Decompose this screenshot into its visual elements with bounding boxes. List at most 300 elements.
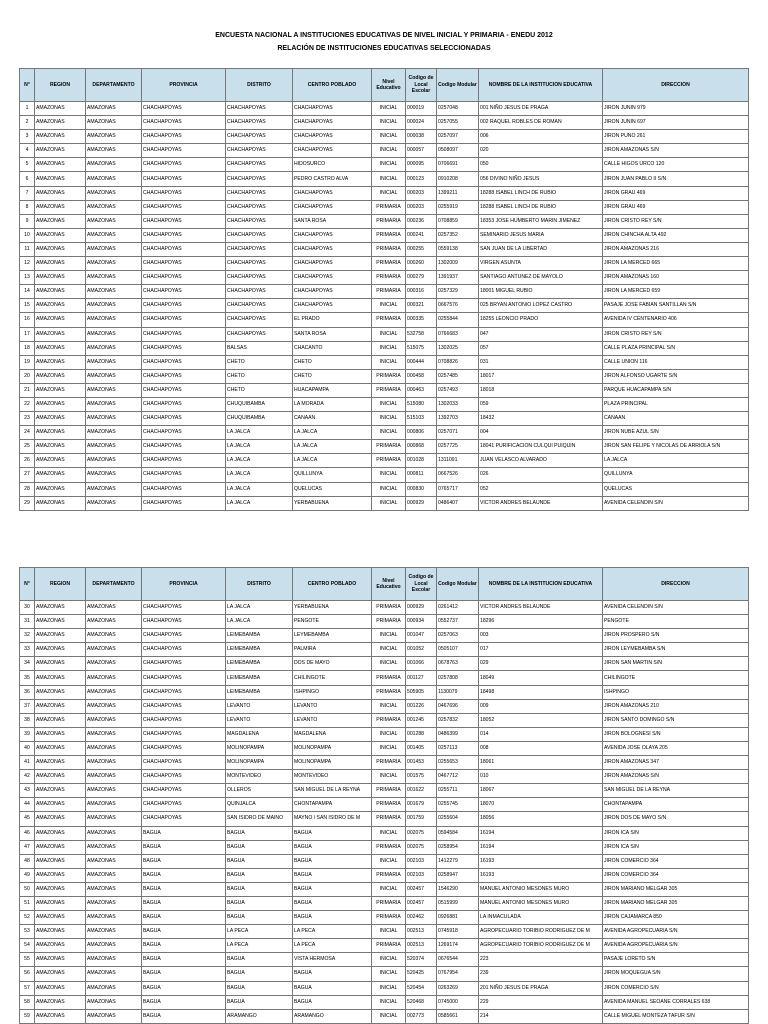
cell-col-centro-poblado: CHACHAPOYAS: [293, 228, 372, 242]
cell-col-centro-poblado: BAGUA: [293, 911, 372, 925]
cell-col-centro-poblado: LEVANTO: [293, 713, 372, 727]
cell-col-provincia: BAGUA: [142, 868, 226, 882]
header-col-nombre: NOMBRE DE LA INSTITUCION EDUCATIVA: [479, 568, 603, 601]
cell-col-region: AMAZONAS: [35, 172, 86, 186]
table-row: [20, 412, 749, 426]
cell-col-nombre: 047: [479, 327, 603, 341]
cell-col-departamento: AMAZONAS: [86, 454, 142, 468]
cell-col-provincia: BAGUA: [142, 911, 226, 925]
header-col-direccion: DIRECCION: [603, 568, 749, 601]
cell-col-nivel: INICIAL: [372, 981, 406, 995]
cell-col-region: AMAZONAS: [35, 967, 86, 981]
cell-col-centro-poblado: EL PRADO: [293, 313, 372, 327]
cell-col-n: 28: [20, 482, 35, 496]
cell-col-n: 1: [20, 102, 35, 116]
cell-col-nombre: 031: [479, 355, 603, 369]
cell-col-n: 24: [20, 426, 35, 440]
table-row: [20, 615, 749, 629]
cell-col-region: AMAZONAS: [35, 468, 86, 482]
cell-col-distrito: LEIMEBAMBA: [226, 671, 293, 685]
cell-col-nombre: SEMINARIO JESUS MARIA: [479, 228, 603, 242]
cell-col-nombre: 002 RAQUEL ROBLES DE ROMAN: [479, 116, 603, 130]
cell-col-centro-poblado: CHACANTO: [293, 341, 372, 355]
cell-col-centro-poblado: CHONTAPAMPA: [293, 798, 372, 812]
cell-col-direccion: JIRON COMERCIO 364: [603, 854, 749, 868]
cell-col-codigo-modular: 1399211: [437, 186, 479, 200]
cell-col-centro-poblado: CHACHAPOYAS: [293, 116, 372, 130]
header-col-codigo-local: Codigo de Local Escolar: [406, 69, 437, 102]
cell-col-distrito: CHACHAPOYAS: [226, 130, 293, 144]
cell-col-region: AMAZONAS: [35, 741, 86, 755]
cell-col-nombre: 008: [479, 741, 603, 755]
cell-col-direccion: SAN MIGUEL DE LA REYNA: [603, 784, 749, 798]
cell-col-provincia: BAGUA: [142, 826, 226, 840]
cell-col-distrito: CHACHAPOYAS: [226, 271, 293, 285]
cell-col-region: AMAZONAS: [35, 454, 86, 468]
cell-col-nombre: 18067: [479, 784, 603, 798]
cell-col-nivel: PRIMARIA: [372, 369, 406, 383]
cell-col-region: AMAZONAS: [35, 629, 86, 643]
cell-col-departamento: AMAZONAS: [86, 911, 142, 925]
cell-col-codigo-modular: 0257113: [437, 741, 479, 755]
cell-col-region: AMAZONAS: [35, 130, 86, 144]
cell-col-codigo-local: 002462: [406, 911, 437, 925]
cell-col-direccion: JIRON NUBE AZUL S/N: [603, 426, 749, 440]
cell-col-codigo-modular: 0467712: [437, 770, 479, 784]
header-col-centro-poblado: CENTRO POBLADO: [293, 568, 372, 601]
cell-col-direccion: ISHPINGO: [603, 685, 749, 699]
cell-col-region: AMAZONAS: [35, 713, 86, 727]
cell-col-codigo-modular: 0486399: [437, 727, 479, 741]
cell-col-region: AMAZONAS: [35, 299, 86, 313]
cell-col-codigo-local: 001679: [406, 798, 437, 812]
cell-col-departamento: AMAZONAS: [86, 369, 142, 383]
table-row: [20, 186, 749, 200]
cell-col-distrito: CHACHAPOYAS: [226, 257, 293, 271]
cell-col-distrito: LEIMEBAMBA: [226, 643, 293, 657]
cell-col-centro-poblado: QUILLUNYA: [293, 468, 372, 482]
table-row: [20, 172, 749, 186]
cell-col-region: AMAZONAS: [35, 854, 86, 868]
cell-col-distrito: LA JALCA: [226, 496, 293, 510]
cell-col-codigo-modular: 0257097: [437, 130, 479, 144]
cell-col-codigo-modular: 0257352: [437, 228, 479, 242]
cell-col-centro-poblado: ISHPINGO: [293, 685, 372, 699]
cell-col-nivel: PRIMARIA: [372, 242, 406, 256]
cell-col-provincia: CHACHAPOYAS: [142, 214, 226, 228]
cell-col-n: 10: [20, 228, 35, 242]
cell-col-nombre: 18041 PURIFICACION CULQUI PUIQUIN: [479, 440, 603, 454]
cell-col-nombre: 18061: [479, 756, 603, 770]
cell-col-nombre: 16194: [479, 840, 603, 854]
cell-col-departamento: AMAZONAS: [86, 798, 142, 812]
table-row: [20, 981, 749, 995]
cell-col-centro-poblado: LA JALCA: [293, 454, 372, 468]
cell-col-n: 2: [20, 116, 35, 130]
cell-col-region: AMAZONAS: [35, 770, 86, 784]
cell-col-nombre: 017: [479, 643, 603, 657]
cell-col-codigo-modular: 0508097: [437, 144, 479, 158]
cell-col-codigo-local: 000057: [406, 144, 437, 158]
cell-col-region: AMAZONAS: [35, 144, 86, 158]
cell-col-centro-poblado: CANAAN: [293, 412, 372, 426]
cell-col-region: AMAZONAS: [35, 102, 86, 116]
cell-col-nivel: INICIAL: [372, 482, 406, 496]
cell-col-departamento: AMAZONAS: [86, 643, 142, 657]
cell-col-codigo-modular: 0708859: [437, 214, 479, 228]
table-row: [20, 699, 749, 713]
cell-col-direccion: JIRON JUNIN 979: [603, 102, 749, 116]
table-row: [20, 214, 749, 228]
cell-col-region: AMAZONAS: [35, 911, 86, 925]
cell-col-departamento: AMAZONAS: [86, 214, 142, 228]
cell-col-region: AMAZONAS: [35, 341, 86, 355]
cell-col-region: AMAZONAS: [35, 826, 86, 840]
cell-col-centro-poblado: CHACHAPOYAS: [293, 200, 372, 214]
cell-col-codigo-local: 000024: [406, 116, 437, 130]
cell-col-n: 44: [20, 798, 35, 812]
cell-col-codigo-modular: 0257832: [437, 713, 479, 727]
cell-col-codigo-modular: 0257485: [437, 369, 479, 383]
header-col-codigo-modular: Codigo Modular: [437, 69, 479, 102]
cell-col-departamento: AMAZONAS: [86, 615, 142, 629]
cell-col-provincia: CHACHAPOYAS: [142, 158, 226, 172]
cell-col-nivel: PRIMARIA: [372, 911, 406, 925]
cell-col-region: AMAZONAS: [35, 426, 86, 440]
cell-col-codigo-local: 505905: [406, 685, 437, 699]
cell-col-departamento: AMAZONAS: [86, 200, 142, 214]
cell-col-centro-poblado: LA JALCA: [293, 426, 372, 440]
cell-col-n: 37: [20, 699, 35, 713]
cell-col-departamento: AMAZONAS: [86, 967, 142, 981]
cell-col-centro-poblado: BAGUA: [293, 981, 372, 995]
cell-col-provincia: CHACHAPOYAS: [142, 341, 226, 355]
cell-col-nombre: 18498: [479, 685, 603, 699]
cell-col-codigo-local: 002457: [406, 882, 437, 896]
cell-col-nivel: INICIAL: [372, 355, 406, 369]
cell-col-nivel: INICIAL: [372, 953, 406, 967]
cell-col-nivel: PRIMARIA: [372, 939, 406, 953]
cell-col-centro-poblado: BAGUA: [293, 826, 372, 840]
cell-col-region: AMAZONAS: [35, 412, 86, 426]
cell-col-distrito: CHUQUIBAMBA: [226, 397, 293, 411]
cell-col-codigo-local: 520468: [406, 995, 437, 1009]
cell-col-nivel: PRIMARIA: [372, 840, 406, 854]
cell-col-codigo-modular: 0255745: [437, 798, 479, 812]
cell-col-nombre: 059: [479, 397, 603, 411]
cell-col-direccion: JIRON GRAU 469: [603, 200, 749, 214]
cell-col-n: 8: [20, 200, 35, 214]
cell-col-codigo-modular: 1311091: [437, 454, 479, 468]
cell-col-nivel: PRIMARIA: [372, 685, 406, 699]
cell-col-centro-poblado: SAN MIGUEL DE LA REYNA: [293, 784, 372, 798]
cell-col-centro-poblado: CHACHAPOYAS: [293, 257, 372, 271]
cell-col-provincia: CHACHAPOYAS: [142, 299, 226, 313]
cell-col-codigo-local: 001066: [406, 657, 437, 671]
cell-col-nombre: 18070: [479, 798, 603, 812]
cell-col-codigo-modular: 0257493: [437, 383, 479, 397]
cell-col-nivel: INICIAL: [372, 172, 406, 186]
cell-col-provincia: CHACHAPOYAS: [142, 144, 226, 158]
cell-col-codigo-modular: 0257063: [437, 629, 479, 643]
cell-col-codigo-modular: 0552737: [437, 615, 479, 629]
cell-col-centro-poblado: MOLINOPAMPA: [293, 741, 372, 755]
cell-col-nivel: PRIMARIA: [372, 313, 406, 327]
cell-col-provincia: CHACHAPOYAS: [142, 130, 226, 144]
cell-col-distrito: MONTEVIDEO: [226, 770, 293, 784]
cell-col-n: 11: [20, 242, 35, 256]
cell-col-centro-poblado: CHACHAPOYAS: [293, 130, 372, 144]
cell-col-n: 13: [20, 271, 35, 285]
cell-col-region: AMAZONAS: [35, 200, 86, 214]
cell-col-direccion: JIRON CHINCHA ALTA 492: [603, 228, 749, 242]
cell-col-distrito: CHACHAPOYAS: [226, 116, 293, 130]
cell-col-departamento: AMAZONAS: [86, 882, 142, 896]
table-row: [20, 285, 749, 299]
cell-col-nivel: PRIMARIA: [372, 383, 406, 397]
cell-col-nivel: INICIAL: [372, 144, 406, 158]
cell-col-codigo-local: 002103: [406, 854, 437, 868]
cell-col-n: 42: [20, 770, 35, 784]
cell-col-nivel: INICIAL: [372, 770, 406, 784]
cell-col-nombre: 18056: [479, 812, 603, 826]
cell-col-codigo-local: 002773: [406, 1009, 437, 1023]
cell-col-codigo-modular: 0257329: [437, 285, 479, 299]
table-row: [20, 826, 749, 840]
cell-col-provincia: BAGUA: [142, 896, 226, 910]
table-header-row: [20, 568, 749, 601]
cell-col-codigo-local: 001622: [406, 784, 437, 798]
cell-col-nombre: LA INMACULADA: [479, 911, 603, 925]
cell-col-region: AMAZONAS: [35, 327, 86, 341]
cell-col-direccion: AVENIDA AGROPECUARIA S/N: [603, 939, 749, 953]
cell-col-n: 14: [20, 285, 35, 299]
cell-col-distrito: LA JALCA: [226, 468, 293, 482]
cell-col-codigo-modular: 0585661: [437, 1009, 479, 1023]
cell-col-direccion: CHONTAPAMPA: [603, 798, 749, 812]
cell-col-nombre: VIRGEN ASUNTA: [479, 257, 603, 271]
cell-col-direccion: AVENIDA JOSE OLAYA 205: [603, 741, 749, 755]
cell-col-nombre: 025 BRYAN ANTONIO LOPEZ CASTRO: [479, 299, 603, 313]
cell-col-n: 33: [20, 643, 35, 657]
cell-col-region: AMAZONAS: [35, 840, 86, 854]
table-row: [20, 200, 749, 214]
cell-col-distrito: BAGUA: [226, 854, 293, 868]
cell-col-departamento: AMAZONAS: [86, 468, 142, 482]
cell-col-centro-poblado: BAGUA: [293, 854, 372, 868]
cell-col-n: 18: [20, 341, 35, 355]
cell-col-region: AMAZONAS: [35, 601, 86, 615]
cell-col-departamento: AMAZONAS: [86, 713, 142, 727]
cell-col-distrito: LEVANTO: [226, 713, 293, 727]
cell-col-centro-poblado: BAGUA: [293, 995, 372, 1009]
cell-col-nombre: 057: [479, 341, 603, 355]
cell-col-n: 3: [20, 130, 35, 144]
cell-col-nivel: PRIMARIA: [372, 798, 406, 812]
cell-col-codigo-local: 000260: [406, 257, 437, 271]
cell-col-distrito: MOLINOPAMPA: [226, 756, 293, 770]
cell-col-direccion: JIRON PUNO 261: [603, 130, 749, 144]
cell-col-n: 22: [20, 397, 35, 411]
cell-col-departamento: AMAZONAS: [86, 412, 142, 426]
cell-col-nivel: PRIMARIA: [372, 228, 406, 242]
cell-col-codigo-local: 002513: [406, 925, 437, 939]
cell-col-codigo-local: 000316: [406, 285, 437, 299]
cell-col-codigo-local: 000038: [406, 130, 437, 144]
cell-col-direccion: JIRON LA MERCED 659: [603, 285, 749, 299]
table-row: [20, 313, 749, 327]
document-title: ENCUESTA NACIONAL A INSTITUCIONES EDUCATIVAS DE NIVEL INICIAL Y PRIMARIA - ENEDU 2012: [215, 32, 553, 39]
cell-col-codigo-modular: 1302009: [437, 257, 479, 271]
cell-col-distrito: BAGUA: [226, 995, 293, 1009]
cell-col-centro-poblado: CHACHAPOYAS: [293, 102, 372, 116]
table-row: [20, 798, 749, 812]
cell-col-n: 26: [20, 454, 35, 468]
table-row: [20, 967, 749, 981]
cell-col-centro-poblado: BAGUA: [293, 868, 372, 882]
cell-col-codigo-local: 515103: [406, 412, 437, 426]
cell-col-distrito: CHACHAPOYAS: [226, 172, 293, 186]
cell-col-provincia: CHACHAPOYAS: [142, 741, 226, 755]
cell-col-direccion: JIRON DOS DE MAYO S/N: [603, 812, 749, 826]
table-row: [20, 397, 749, 411]
cell-col-codigo-modular: 0926881: [437, 911, 479, 925]
cell-col-direccion: AVENIDA MANUEL SEOANE CORRALES 638: [603, 995, 749, 1009]
cell-col-nivel: INICIAL: [372, 826, 406, 840]
cell-col-provincia: CHACHAPOYAS: [142, 426, 226, 440]
cell-col-departamento: AMAZONAS: [86, 840, 142, 854]
cell-col-direccion: LA JALCA: [603, 454, 749, 468]
cell-col-nombre: 014: [479, 727, 603, 741]
cell-col-departamento: AMAZONAS: [86, 812, 142, 826]
cell-col-centro-poblado: LA MORADA: [293, 397, 372, 411]
cell-col-centro-poblado: CHETO: [293, 369, 372, 383]
table-row: [20, 355, 749, 369]
cell-col-direccion: AVENIDA CELENDIN S/N: [603, 601, 749, 615]
cell-col-n: 43: [20, 784, 35, 798]
cell-col-centro-poblado: SANTA ROSA: [293, 214, 372, 228]
cell-col-direccion: JIRON COMERCIO S/N: [603, 981, 749, 995]
cell-col-centro-poblado: VISTA HERMOSA: [293, 953, 372, 967]
cell-col-provincia: CHACHAPOYAS: [142, 468, 226, 482]
cell-col-provincia: CHACHAPOYAS: [142, 313, 226, 327]
cell-col-departamento: AMAZONAS: [86, 299, 142, 313]
cell-col-codigo-local: 000830: [406, 482, 437, 496]
cell-col-provincia: BAGUA: [142, 953, 226, 967]
cell-col-centro-poblado: MAYNO / SAN ISIDRO DE M: [293, 812, 372, 826]
cell-col-region: AMAZONAS: [35, 271, 86, 285]
cell-col-region: AMAZONAS: [35, 1009, 86, 1023]
cell-col-codigo-local: 000236: [406, 214, 437, 228]
cell-col-departamento: AMAZONAS: [86, 397, 142, 411]
cell-col-provincia: BAGUA: [142, 981, 226, 995]
cell-col-n: 16: [20, 313, 35, 327]
cell-col-provincia: CHACHAPOYAS: [142, 454, 226, 468]
cell-col-n: 20: [20, 369, 35, 383]
cell-col-nivel: INICIAL: [372, 995, 406, 1009]
cell-col-departamento: AMAZONAS: [86, 257, 142, 271]
cell-col-n: 34: [20, 657, 35, 671]
cell-col-provincia: CHACHAPOYAS: [142, 285, 226, 299]
cell-col-distrito: LEVANTO: [226, 699, 293, 713]
cell-col-codigo-modular: 1546290: [437, 882, 479, 896]
cell-col-distrito: CHETO: [226, 383, 293, 397]
cell-col-nivel: INICIAL: [372, 854, 406, 868]
cell-col-departamento: AMAZONAS: [86, 144, 142, 158]
cell-col-centro-poblado: BAGUA: [293, 896, 372, 910]
cell-col-n: 41: [20, 756, 35, 770]
cell-col-centro-poblado: CHACHAPOYAS: [293, 299, 372, 313]
cell-col-codigo-modular: 0706691: [437, 158, 479, 172]
cell-col-provincia: CHACHAPOYAS: [142, 355, 226, 369]
cell-col-direccion: JIRON AMAZONAS 160: [603, 271, 749, 285]
cell-col-n: 29: [20, 496, 35, 510]
cell-col-direccion: PLAZA PRINCIPAL: [603, 397, 749, 411]
cell-col-nombre: 18353 JOSE HUMBERTO MARIN JIMENEZ: [479, 214, 603, 228]
cell-col-provincia: CHACHAPOYAS: [142, 102, 226, 116]
cell-col-direccion: JIRON CRISTO REY S/N: [603, 327, 749, 341]
table-row: [20, 496, 749, 510]
cell-col-region: AMAZONAS: [35, 242, 86, 256]
cell-col-region: AMAZONAS: [35, 896, 86, 910]
cell-col-nombre: 16193: [479, 854, 603, 868]
cell-col-distrito: BAGUA: [226, 967, 293, 981]
cell-col-codigo-modular: 0257808: [437, 671, 479, 685]
cell-col-n: 55: [20, 953, 35, 967]
cell-col-nivel: INICIAL: [372, 1009, 406, 1023]
cell-col-n: 39: [20, 727, 35, 741]
cell-col-centro-poblado: PEDRO CASTRO ALVA: [293, 172, 372, 186]
header-col-codigo-local: Codigo de Local Escolar: [406, 568, 437, 601]
cell-col-region: AMAZONAS: [35, 981, 86, 995]
cell-col-provincia: CHACHAPOYAS: [142, 369, 226, 383]
cell-col-centro-poblado: BAGUA: [293, 840, 372, 854]
cell-col-centro-poblado: PALMIRA: [293, 643, 372, 657]
table-row: [20, 1009, 749, 1023]
cell-col-nombre: 18255 LEONCIO PRADO: [479, 313, 603, 327]
table-row: [20, 812, 749, 826]
cell-col-provincia: CHACHAPOYAS: [142, 643, 226, 657]
cell-col-distrito: BAGUA: [226, 911, 293, 925]
cell-col-region: AMAZONAS: [35, 116, 86, 130]
cell-col-distrito: BAGUA: [226, 840, 293, 854]
cell-col-codigo-local: 000934: [406, 615, 437, 629]
cell-col-provincia: BAGUA: [142, 967, 226, 981]
cell-col-direccion: JIRON MARIANO MELGAR 305: [603, 896, 749, 910]
cell-col-nivel: PRIMARIA: [372, 713, 406, 727]
cell-col-provincia: CHACHAPOYAS: [142, 699, 226, 713]
cell-col-nivel: INICIAL: [372, 643, 406, 657]
cell-col-codigo-local: 001453: [406, 756, 437, 770]
table-row: [20, 756, 749, 770]
cell-col-nombre: 16193: [479, 868, 603, 882]
cell-col-nivel: PRIMARIA: [372, 812, 406, 826]
table-row: [20, 426, 749, 440]
cell-col-direccion: CHILINGOTE: [603, 671, 749, 685]
cell-col-region: AMAZONAS: [35, 685, 86, 699]
cell-col-nivel: INICIAL: [372, 130, 406, 144]
cell-col-codigo-local: 000811: [406, 468, 437, 482]
cell-col-n: 46: [20, 826, 35, 840]
cell-col-distrito: OLLEROS: [226, 784, 293, 798]
cell-col-centro-poblado: CHACHAPOYAS: [293, 242, 372, 256]
cell-col-codigo-local: 001127: [406, 671, 437, 685]
cell-col-distrito: BAGUA: [226, 953, 293, 967]
cell-col-direccion: JIRON COMERCIO 364: [603, 868, 749, 882]
cell-col-provincia: CHACHAPOYAS: [142, 657, 226, 671]
cell-col-nivel: PRIMARIA: [372, 440, 406, 454]
cell-col-nivel: INICIAL: [372, 412, 406, 426]
